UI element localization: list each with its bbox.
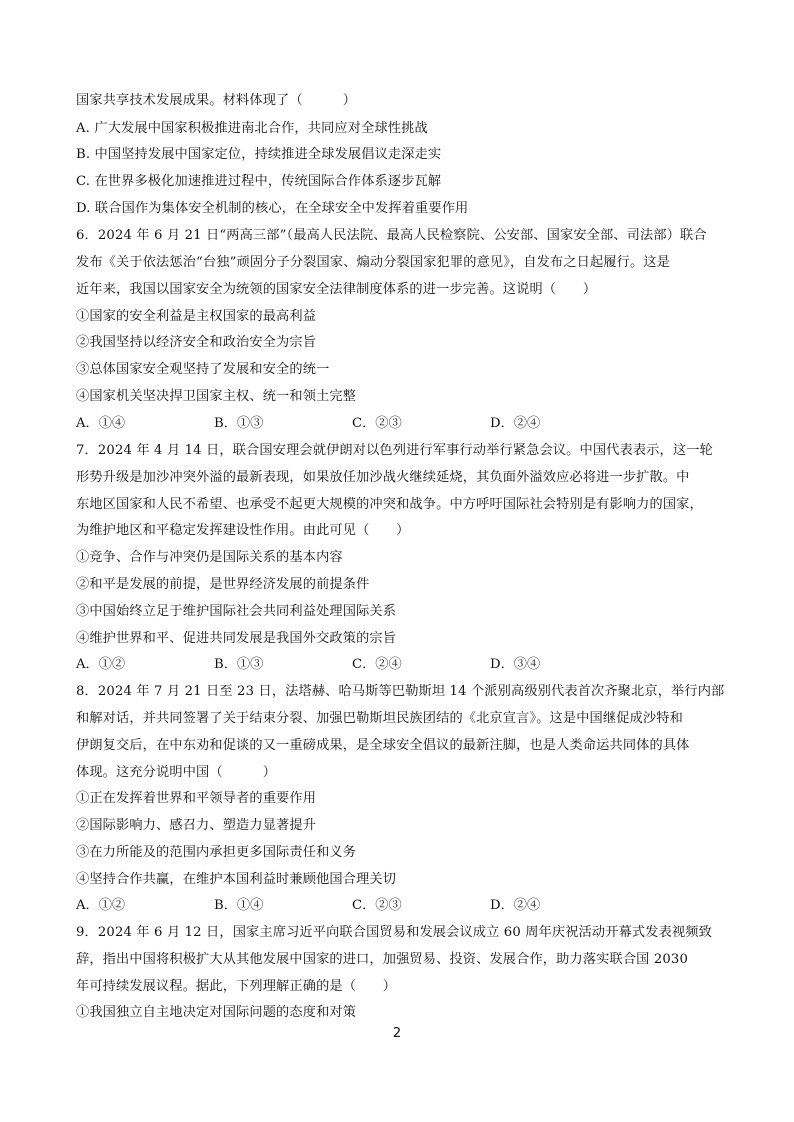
statement-3: ③在力所能及的范围内承担更多国际责任和义务 (76, 845, 357, 860)
statement-3: ③中国始终立足于维护国际社会共同利益处理国际关系 (76, 604, 397, 619)
choice-c: C．②④ (352, 657, 402, 672)
choice-d: D．②④ (490, 416, 541, 431)
question-7-text: 形势升级是加沙冲突外溢的最新表现，如果放任加沙战火继续延烧，其负面外溢效应必将进一步扩散。中 (76, 470, 690, 485)
question-6-text: 近年来，我国以国家安全为统领的国家安全法律制度体系的进一步完善。这说明（ ） (76, 282, 597, 297)
choice-c: C．②③ (352, 898, 402, 913)
question-8-text: 伊朗复交后，在中东劝和促谈的又一重磅成果，是全球安全倡议的最新注脚，也是人类命运共同体的具体 (76, 738, 690, 753)
text-line: 国家共享技术发展成果。材料体现了（ ） (76, 93, 357, 108)
option-a: A. 广大发展中国家积极推进南北合作，共同应对全球性挑战 (76, 121, 428, 136)
choice-d: D．②④ (490, 898, 541, 913)
choice-c: C．②③ (352, 416, 402, 431)
statement-2: ②我国坚持以经济安全和政治安全为宗旨 (76, 335, 317, 350)
option-b: B. 中国坚持发展中国家定位，持续推进全球发展倡议走深走实 (76, 147, 442, 162)
statement-3: ③总体国家安全观坚持了发展和安全的统一 (76, 362, 330, 377)
statement-4: ④国家机关坚决捍卫国家主权、统一和领土完整 (76, 389, 357, 404)
choice-b: B．①③ (214, 657, 264, 672)
choice-b: B．①③ (214, 416, 264, 431)
statement-1: ①竞争、合作与冲突仍是国际关系的基本内容 (76, 550, 343, 565)
question-6-text: 发布《关于依法惩治“台独”顽固分子分裂国家、煽动分裂国家犯罪的意见》，自发布之日起履行。这是 (76, 255, 671, 270)
statement-4: ④坚持合作共赢，在维护本国利益时兼顾他国合理关切 (76, 872, 397, 887)
question-8-text: 体现。这充分说明中国（ ） (76, 765, 277, 780)
page-number: 2 (392, 1026, 402, 1041)
choice-d: D．③④ (490, 657, 541, 672)
question-7-text: 为维护地区和平稳定发挥建设性作用。由此可见（ ） (76, 523, 410, 538)
question-7-text: 东地区国家和人民不希望、也承受不起更大规模的冲突和战争。中方呼吁国际社会特别是有影响力的国家， (76, 497, 703, 512)
question-8-text: 8．2024 年 7 月 21 日至 23 日，法塔赫、哈马斯等巴勒斯坦 14 个派别高级别代表首次齐聚北京，举行内部 (76, 684, 725, 699)
choice-a: A．①④ (76, 416, 126, 431)
question-8-text: 和解对话，并共同签署了关于结束分裂、加强巴勒斯坦民族团结的《北京宣言》。这是中国继促成沙特和 (76, 711, 683, 726)
question-9-text: 9．2024 年 6 月 12 日，国家主席习近平向联合国贸易和发展会议成立 60 周年庆祝活动开幕式发表视频致 (76, 925, 712, 940)
statement-2: ②和平是发展的前提，是世界经济发展的前提条件 (76, 577, 370, 592)
question-7-text: 7．2024 年 4 月 14 日，联合国安理会就伊朗对以色列进行军事行动举行紧急会议。中国代表表示，这一轮 (76, 443, 713, 458)
question-9-text: 辞，指出中国将积极扩大从其他发展中国家的进口，加强贸易、投资、发展合作，助力落实联合国 2030 (76, 952, 689, 967)
question-6-text: 6．2024 年 6 月 21 日“两高三部”（最高人民法院、最高人民检察院、公安部、国家安全部、司法部）联合 (76, 228, 707, 243)
choice-a: A．①② (76, 898, 126, 913)
choice-a: A．①② (76, 657, 126, 672)
statement-4: ④维护世界和平、促进共同发展是我国外交政策的宗旨 (76, 631, 397, 646)
choice-b: B．①④ (214, 898, 264, 913)
option-d: D. 联合国作为集体安全机制的核心，在全球安全中发挥着重要作用 (76, 201, 469, 216)
statement-2: ②国际影响力、感召力、塑造力显著提升 (76, 818, 317, 833)
question-9-text: 年可持续发展议程。据此，下列理解正确的是（ ） (76, 979, 397, 994)
statement-1: ①国家的安全利益是主权国家的最高利益 (76, 309, 317, 324)
statement-1: ①我国独立自主地决定对国际问题的态度和对策 (76, 1005, 357, 1020)
statement-1: ①正在发挥着世界和平领导者的重要作用 (76, 791, 317, 806)
option-c: C. 在世界多极化加速推进过程中，传统国际合作体系逐步瓦解 (76, 174, 442, 189)
